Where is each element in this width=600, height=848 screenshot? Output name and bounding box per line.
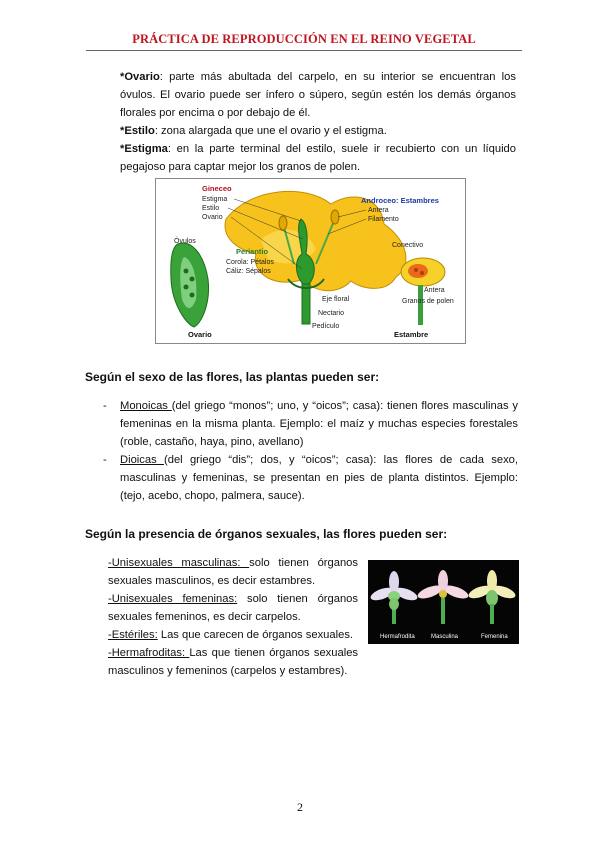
flower-types-drawing	[368, 560, 519, 644]
label-granos: Granos de polen	[402, 298, 454, 305]
heading-organos: Según la presencia de órganos sexuales, las flores pueden ser:	[85, 527, 448, 541]
def-ovario	[120, 68, 516, 122]
dash-marker: -	[103, 454, 107, 466]
label-corola: Corola: Pétalos	[226, 259, 274, 266]
dash-marker: -	[103, 400, 107, 412]
page-number: 2	[297, 800, 303, 814]
text-unisex-fem: solo tienen órganos sexuales femeninos, es decir carpelos.	[108, 593, 358, 623]
caption-estambre: Estambre	[394, 330, 429, 339]
label-estigma: Estigma	[202, 196, 228, 203]
list-item	[108, 626, 358, 644]
list-item	[108, 554, 358, 590]
flower-types-figure	[368, 560, 519, 644]
label-periantio: Periantio	[236, 247, 269, 256]
flower-hermafrodita-drawing	[369, 571, 419, 624]
def-estilo	[120, 122, 516, 140]
label-gineceo: Gineceo	[202, 184, 232, 193]
term-estigma: *Estigma	[120, 143, 168, 155]
label-hermafrodita: Hermafrodita	[380, 634, 415, 640]
label-pediculo: Pedículo	[312, 323, 340, 330]
text-ovario: : parte más abultada del carpelo, en su interior se encuentran los óvulos. El ovario puede ser ínfero o súpero, según estén los demás órganos florales por encima o por debajo de él.	[120, 71, 516, 119]
label-caliz: Cáliz: Sépalos	[226, 268, 271, 275]
list-sexo	[103, 397, 518, 505]
list-organos	[108, 554, 358, 680]
intro-definitions	[120, 68, 516, 176]
term-esteriles: -Estériles:	[108, 629, 158, 641]
term-unisex-fem: -Unisexuales femeninas:	[108, 593, 238, 605]
term-dioicas: Dioicas	[120, 454, 164, 466]
label-eje: Eje floral	[322, 296, 350, 303]
text-unisex-masc: solo tienen órganos sexuales masculinos, es decir estambres.	[108, 557, 359, 587]
label-filamento: Filamento	[368, 216, 399, 223]
text-monoicas: (del griego “monos”; uno, y “oicos”; casa): tienen flores masculinas y femeninas en la misma planta. Ejemplo: el maíz y muchas especies forestales (roble, castaño, haya, pino, avellano)	[120, 400, 518, 448]
term-estilo: *Estilo	[120, 125, 155, 137]
flower-anatomy-drawing	[156, 179, 465, 343]
caption-ovario: Ovario	[188, 330, 212, 339]
label-androceo: Androceo: Estambres	[361, 196, 439, 205]
text-esteriles: Las que carecen de órganos sexuales.	[157, 629, 354, 641]
text-hermafroditas: Las que tienen órganos sexuales masculinos y femeninos (carpelos y estambres).	[108, 647, 359, 677]
list-item	[103, 397, 518, 451]
term-ovario: *Ovario	[120, 71, 160, 83]
label-ovario: Ovario	[202, 214, 223, 221]
label-estilo: Estilo	[202, 205, 220, 212]
text-estilo: : zona alargada que une el ovario y el estigma.	[154, 125, 387, 137]
term-hermafroditas: -Hermafroditas:	[108, 647, 190, 659]
label-conectivo: Conectivo	[392, 242, 424, 249]
flower-femenina-drawing	[467, 570, 517, 624]
label-antera: Antera	[368, 207, 389, 214]
text-estigma: : en la parte terminal del estilo, suele ir recubierto con un líquido pegajoso para captar mejor los granos de polen.	[120, 143, 516, 173]
list-item	[108, 644, 358, 680]
text-dioicas: (del griego “dis”; dos, y “oicos”; casa): las flores de cada sexo, masculinas y femeninas, se presentan en pies de planta distintos. Ejemplo: (tejo, acebo, chopo, palmera, sauce).	[120, 454, 518, 502]
flower-anatomy-figure	[155, 178, 466, 344]
list-item	[108, 590, 358, 626]
page-header-title: PRÁCTICA DE REPRODUCCIÓN EN EL REINO VEGETAL	[132, 32, 476, 46]
list-item	[103, 451, 518, 505]
term-monoicas: Monoicas	[120, 400, 172, 412]
label-masculina: Masculina	[431, 634, 459, 640]
heading-sexo: Según el sexo de las flores, las plantas pueden ser:	[85, 370, 380, 384]
flower-masculina-drawing	[416, 570, 470, 624]
term-unisex-masc: -Unisexuales masculinas:	[108, 557, 250, 569]
header-rule	[86, 50, 522, 51]
label-antera-2: Antera	[424, 287, 445, 294]
label-nectario: Nectario	[318, 310, 345, 317]
label-femenina: Femenina	[481, 634, 508, 640]
label-ovulos: Óvulos	[174, 238, 196, 245]
def-estigma	[120, 140, 516, 176]
